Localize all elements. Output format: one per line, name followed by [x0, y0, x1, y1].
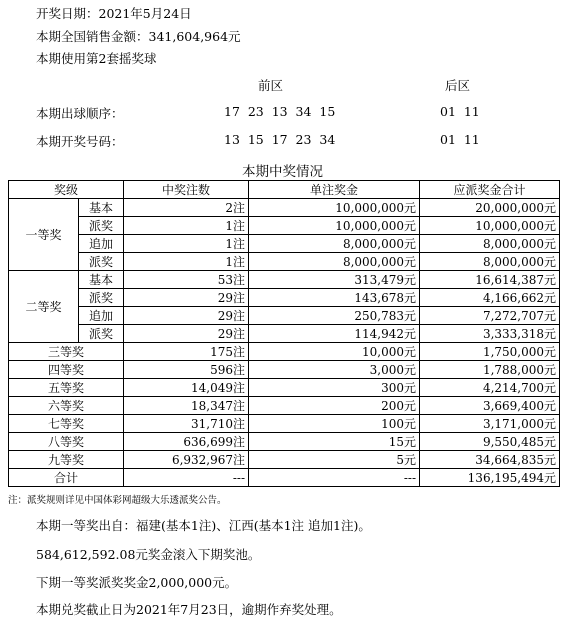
sum-label-cell: 合计: [9, 469, 124, 487]
header-count: 中奖注数: [124, 181, 249, 199]
prize-table: [8, 180, 560, 487]
claim-deadline: 本期兑奖截止日为2021年7月23日，逾期作弃奖处理。: [36, 602, 342, 617]
prize-cell: 8,000,000元: [249, 253, 420, 271]
level-cell: 七等奖: [9, 415, 124, 433]
total-cell: 4,214,700元: [420, 379, 560, 397]
prize-cell: 200元: [249, 397, 420, 415]
table-row: [9, 379, 560, 397]
sub-level-cell: 派奖: [79, 217, 124, 235]
table-row: [9, 271, 560, 289]
count-cell: 596注: [124, 361, 249, 379]
count-cell: 1注: [124, 217, 249, 235]
table-row: [9, 253, 560, 271]
sub-level-cell: 派奖: [79, 325, 124, 343]
header-total: 应派奖金合计: [420, 181, 560, 199]
first-prize-origin: 本期一等奖出自：福建(基本1注)、江西(基本1注 追加1注)。: [36, 518, 371, 533]
table-row: [9, 343, 560, 361]
table-row: [9, 397, 560, 415]
total-cell: 7,272,707元: [420, 307, 560, 325]
table-row: [9, 415, 560, 433]
rollover-amount: 584,612,592.08元奖金滚入下期奖池。: [36, 547, 261, 562]
count-cell: 2注: [124, 199, 249, 217]
sum-count-cell: ---: [124, 469, 249, 487]
total-cell: 3,171,000元: [420, 415, 560, 433]
table-row: [9, 451, 560, 469]
draw-order-front: 17 23 13 34 15: [224, 104, 336, 119]
table-row: [9, 361, 560, 379]
sum-prize-cell: ---: [249, 469, 420, 487]
winning-number-front: 13 15 17 23 34: [224, 132, 336, 147]
sales-amount: 本期全国销售金额：341,604,964元: [36, 29, 241, 44]
count-cell: 6,932,967注: [124, 451, 249, 469]
sub-level-cell: 基本: [79, 271, 124, 289]
ball-set: 本期使用第2套摇奖球: [36, 51, 157, 66]
level-cell: 三等奖: [9, 343, 124, 361]
count-cell: 14,049注: [124, 379, 249, 397]
table-row: [9, 325, 560, 343]
prize-cell: 10,000,000元: [249, 217, 420, 235]
total-cell: 3,333,318元: [420, 325, 560, 343]
table-row: [9, 289, 560, 307]
prize-cell: 250,783元: [249, 307, 420, 325]
count-cell: 18,347注: [124, 397, 249, 415]
level-cell: 九等奖: [9, 451, 124, 469]
sub-level-cell: 派奖: [79, 289, 124, 307]
header-level: 奖级: [9, 181, 124, 199]
sub-level-cell: 基本: [79, 199, 124, 217]
level-cell: 八等奖: [9, 433, 124, 451]
prize-cell: 143,678元: [249, 289, 420, 307]
prize-cell: 10,000,000元: [249, 199, 420, 217]
total-cell: 16,614,387元: [420, 271, 560, 289]
prize-cell: 5元: [249, 451, 420, 469]
winning-number-back: 01 11: [440, 132, 480, 147]
prize-cell: 8,000,000元: [249, 235, 420, 253]
prize-cell: 10,000元: [249, 343, 420, 361]
level-cell: 五等奖: [9, 379, 124, 397]
draw-order-label: 本期出球顺序：: [36, 106, 124, 121]
total-cell: 10,000,000元: [420, 217, 560, 235]
next-bonus: 下期一等奖派奖奖金2,000,000元。: [36, 575, 238, 590]
prize-cell: 15元: [249, 433, 420, 451]
draw-date: 开奖日期：2021年5月24日: [36, 6, 192, 21]
count-cell: 29注: [124, 307, 249, 325]
total-cell: 34,664,835元: [420, 451, 560, 469]
prize-cell: 114,942元: [249, 325, 420, 343]
total-cell: 1,788,000元: [420, 361, 560, 379]
prize-cell: 100元: [249, 415, 420, 433]
table-row: [9, 217, 560, 235]
table-row: [9, 307, 560, 325]
count-cell: 53注: [124, 271, 249, 289]
total-cell: 8,000,000元: [420, 235, 560, 253]
count-cell: 636,699注: [124, 433, 249, 451]
sub-level-cell: 派奖: [79, 253, 124, 271]
total-cell: 4,166,662元: [420, 289, 560, 307]
table-title: 本期中奖情况: [242, 164, 323, 180]
level-cell: 四等奖: [9, 361, 124, 379]
prize-cell: 300元: [249, 379, 420, 397]
level-cell: 一等奖: [9, 199, 79, 271]
count-cell: 1注: [124, 253, 249, 271]
front-zone-label: 前区: [258, 78, 284, 93]
total-cell: 9,550,485元: [420, 433, 560, 451]
sub-level-cell: 追加: [79, 235, 124, 253]
total-cell: 8,000,000元: [420, 253, 560, 271]
table-row: [9, 199, 560, 217]
count-cell: 175注: [124, 343, 249, 361]
count-cell: 29注: [124, 289, 249, 307]
level-cell: 六等奖: [9, 397, 124, 415]
table-row: [9, 433, 560, 451]
sub-level-cell: 追加: [79, 307, 124, 325]
total-cell: 20,000,000元: [420, 199, 560, 217]
count-cell: 29注: [124, 325, 249, 343]
table-total-row: [9, 469, 560, 487]
count-cell: 31,710注: [124, 415, 249, 433]
winning-number-label: 本期开奖号码：: [36, 134, 124, 149]
prize-cell: 3,000元: [249, 361, 420, 379]
total-cell: 1,750,000元: [420, 343, 560, 361]
footnote: 注：派奖规则详见中国体彩网超级大乐透派奖公告。: [8, 495, 227, 506]
level-cell: 二等奖: [9, 271, 79, 343]
total-cell: 3,669,400元: [420, 397, 560, 415]
count-cell: 1注: [124, 235, 249, 253]
header-prize: 单注奖金: [249, 181, 420, 199]
sum-total-cell: 136,195,494元: [420, 469, 560, 487]
table-header-row: [9, 181, 560, 199]
prize-cell: 313,479元: [249, 271, 420, 289]
back-zone-label: 后区: [445, 78, 471, 93]
table-row: [9, 235, 560, 253]
draw-order-back: 01 11: [440, 104, 480, 119]
